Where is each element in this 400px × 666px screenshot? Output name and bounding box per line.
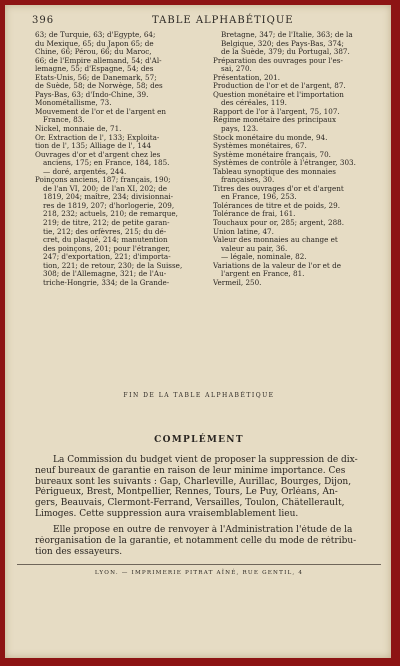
index-entry-line: 247; d'exportation, 221; d'importa- — [43, 253, 171, 262]
index-entry-line: lemagne, 55; d'Espagne, 54; des — [35, 65, 154, 74]
index-entry-line: en France, 196, 253. — [221, 193, 297, 202]
index-entry-line: françaises, 30. — [221, 176, 275, 185]
paragraph-line: gers, Beauvais, Clermont-Ferrand, Versailles, Toulon, Châtellerault, — [35, 498, 345, 509]
page-number: 396 — [32, 15, 55, 26]
index-entry-line: Bretagne, 347; de l'Italie, 363; de la — [221, 31, 353, 39]
index-entry-line: du Mexique, 65; du Japon 65; de — [35, 39, 154, 48]
index-entry-line: Variations de la valeur de l'or et de — [213, 261, 341, 270]
index-entry-line: des poinçons, 201; pour l'étranger, — [43, 244, 171, 253]
end-of-index-marker: FIN DE LA TABLE ALPHABÉTIQUE — [123, 392, 275, 399]
index-entry-line: — légale, nominale, 82. — [221, 253, 307, 262]
index-entry-line: de Suède, 58; de Norwège, 58; des — [35, 82, 163, 91]
paragraph-line: Limoges. Cette suppression aura vraisemblablement lieu. — [35, 508, 299, 519]
index-entry-line: Tableau synoptique des monnaies — [213, 167, 336, 176]
index-entry-line: 1819, 204; maître, 234; divisionnai- — [43, 193, 174, 202]
paragraph-line: Elle propose en outre de renvoyer à l'Administration l'étude de la — [53, 525, 353, 535]
index-entry-line: Question monétaire et l'importation — [213, 90, 344, 99]
index-entry-line: Touchaux pour or, 285; argent, 288. — [213, 219, 345, 228]
printer-imprint: LYON. — IMPRIMERIE PITRAT AÎNÉ, RUE GENTIL, 4 — [94, 570, 304, 576]
index-entry-line: res de 1819, 207; d'horlogerie, 209, — [43, 201, 175, 210]
index-entry-line: Chine, 66; Pérou, 66; du Maroc, — [35, 48, 152, 57]
footer-rule — [17, 564, 381, 565]
document-page — [17, 11, 381, 651]
paragraph-line: neuf bureaux de garantie en raison de leur minime importance. Ces — [35, 465, 346, 476]
index-entry-line: Etats-Unis, 56; de Danemark, 57; — [35, 73, 157, 82]
index-entry-line: Vermeil, 250. — [213, 278, 262, 287]
index-entry-line: Pays-Bas, 63; d'Indo-Chine, 39. — [35, 90, 149, 99]
index-entry-line: sai, 270. — [221, 65, 252, 74]
complement-title: COMPLÉMENT — [154, 435, 244, 445]
index-entry-line: Stock monétaire du monde, 94. — [213, 133, 328, 142]
index-entry-line: Production de l'or et de l'argent, 87. — [213, 82, 346, 91]
index-entry-line: triche-Hongrie, 334; de la Grande- — [43, 278, 170, 287]
running-title: TABLE ALPHABÉTIQUE — [152, 15, 294, 26]
paragraph-line: réorganisation de la garantie, et notamment celle du mode de rétribu- — [35, 535, 357, 546]
index-entry-line: anciens, 175; en France, 184, 185. — [43, 159, 170, 168]
index-entry-line: Tolérance de frai, 161. — [213, 210, 296, 219]
paragraph-line: Périgueux, Brest, Montpellier, Rennes, Tours, Le Puy, Orléans, An- — [35, 487, 338, 498]
index-entry-line: Monométallisme, 73. — [35, 99, 112, 108]
page-frame — [5, 5, 391, 658]
index-entry-line: valeur au pair, 36. — [221, 244, 288, 253]
index-entry-line: 66; de l'Empire allemand, 54; d'Al- — [35, 56, 162, 65]
index-entry-line: France, 83. — [43, 116, 85, 125]
complement-paragraph-1 — [35, 455, 381, 520]
index-entry-line: des céréales, 119. — [221, 99, 287, 108]
index-entry-line: Nickel, monnaie de, 71. — [35, 125, 122, 134]
index-entry-line: Union latine, 47. — [213, 227, 274, 236]
index-entry-line: 219; de titre, 212; de petite garan- — [43, 219, 170, 228]
index-entry-line: Préparation des ouvrages pour l'es- — [213, 56, 343, 65]
index-entry-line: Mouvement de l'or et de l'argent en — [35, 107, 167, 116]
index-entry-line: Régime monétaire des principaux — [213, 116, 337, 125]
index-column-right — [213, 31, 381, 287]
index-entry-line: tie, 212; des orfèvres, 215; du dé- — [43, 227, 167, 236]
index-entry-line: 218, 232; actuels, 210; de remarque, — [43, 210, 178, 219]
index-entry-line: Présentation, 201. — [213, 73, 280, 82]
paragraph-line: La Commission du budget vient de proposer la suppression de dix- — [53, 455, 358, 465]
index-entry-line: cret, du plaqué, 214; manutention — [43, 236, 168, 245]
index-entry-line: l'argent en France, 81. — [221, 270, 305, 279]
index-entry-line: tion, 221; de retour, 230; de la Suisse, — [43, 261, 183, 270]
index-entry-line: Poinçons anciens, 187; français, 190; — [35, 176, 171, 185]
index-entry-line: pays, 123. — [221, 125, 259, 134]
paragraph-line: tion des essayeurs. — [35, 546, 123, 557]
index-column-left — [35, 31, 203, 287]
complement-paragraph-2 — [35, 525, 381, 557]
page-header — [17, 11, 381, 27]
index-entry-line: Système monétaire français, 70. — [213, 150, 331, 159]
index-entry-line: 308; de l'Allemagne, 321; de l'Au- — [43, 270, 167, 279]
index-entry-line: 63; de Turquie, 63; d'Egypte, 64; — [35, 31, 156, 39]
index-entry-line: Tolérances de titre et de poids, 29. — [213, 201, 340, 210]
index-entry-line: Belgique, 320; des Pays-Bas, 374; — [221, 39, 344, 48]
index-entry-line: Or. Extraction de l', 133; Exploita- — [35, 133, 160, 142]
index-entry-line: — doré, argentés, 244. — [43, 167, 127, 176]
index-entry-line: Rapport de l'or à l'argent, 75, 107. — [213, 107, 340, 116]
index-entry-line: Ouvrages d'or et d'argent chez les — [35, 150, 161, 159]
index-entry-line: Titres des ouvrages d'or et d'argent — [213, 184, 344, 193]
index-entry-line: Systèmes de contrôle à l'étranger, 303. — [213, 159, 356, 168]
index-entry-line: de la Suède, 379; du Portugal, 387. — [221, 48, 350, 57]
index-entry-line: tion de l', 135; Alliage de l', 144 — [35, 142, 152, 151]
index-entry-line: de l'an VI, 200; de l'an XI, 202; de — [43, 184, 168, 193]
index-entry-line: Systèmes monétaires, 67. — [213, 142, 307, 151]
index-entry-line: Valeur des monnaies au change et — [213, 236, 338, 245]
paragraph-line: bureaux sont les suivants : Gap, Charleville, Aurillac, Bourges, Dijon, — [35, 476, 352, 487]
